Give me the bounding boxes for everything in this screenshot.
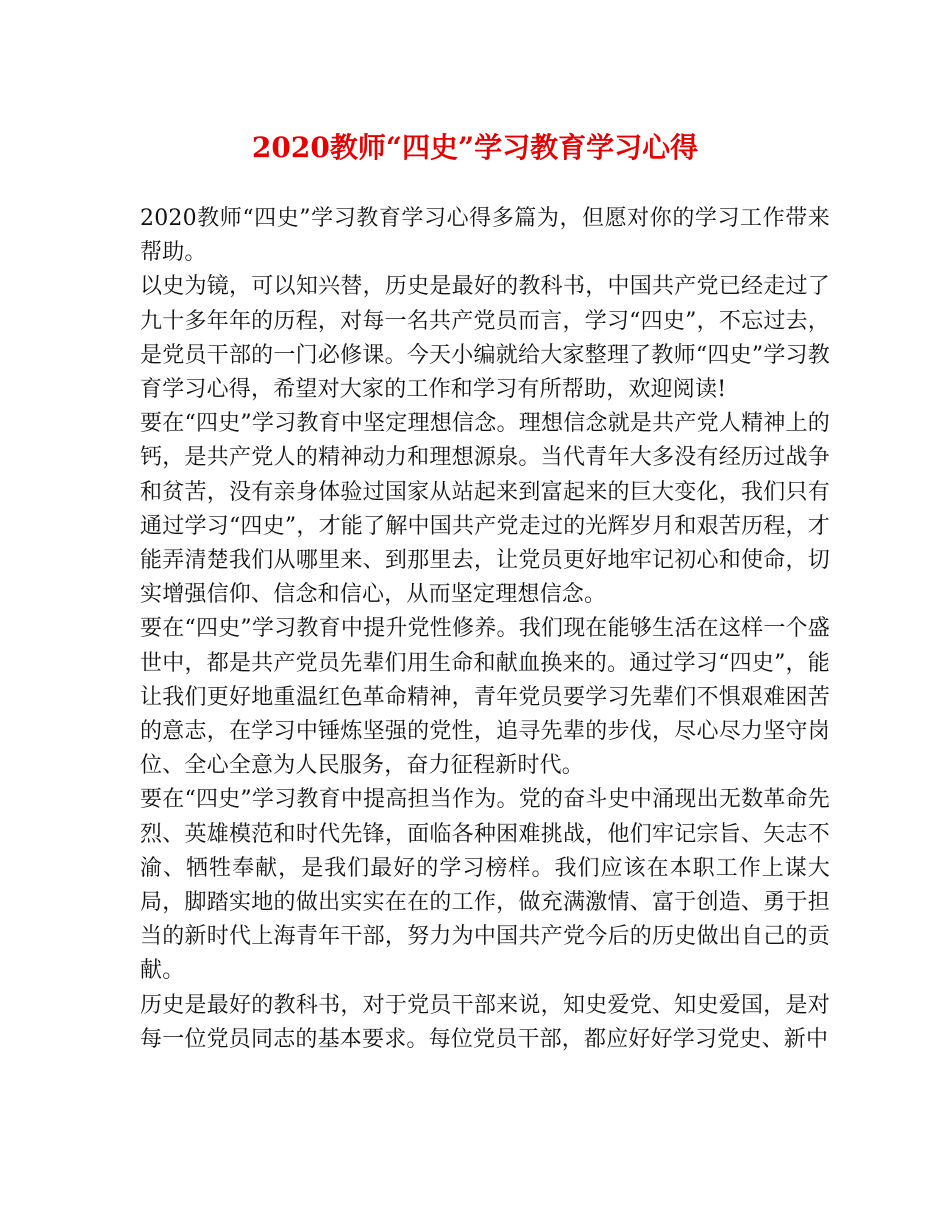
paragraph-history-textbook: 历史是最好的教科书，对于党员干部来说，知史爱党、知史爱国，是对每一位党员同志的基本要求。每位党员干部，都应好好学习党史、新中 bbox=[140, 992, 830, 1052]
paragraph-intro: 2020教师“四史”学习教育学习心得多篇为，但愿对你的学习工作带来帮助。 bbox=[140, 206, 830, 266]
paragraph-party-spirit: 要在“四史”学习教育中提升党性修养。我们现在能够生活在这样一个盛世中，都是共产党员先辈们用生命和献血换来的。通过学习“四史”，能让我们更好地重温红色革命精神，青年党员要学习先辈们不惧艰难困苦的意志，在学习中锤炼坚强的党性，追寻先辈的步伐，尽心尽力坚守岗位、全心全意为人民服务，奋力征程新时代。 bbox=[140, 616, 830, 779]
document-title: 2020教师“四史”学习教育学习心得 bbox=[251, 131, 699, 164]
paragraph-preface: 以史为镜，可以知兴替，历史是最好的教科书，中国共产党已经走过了九十多年年的历程，对每一名共产党员而言，学习“四史”，不忘过去，是党员干部的一门必修课。今天小编就给大家整理了教师“四史”学习教育学习心得，希望对大家的工作和学习有所帮助，欢迎阅读! bbox=[140, 274, 830, 403]
paragraph-responsibility: 要在“四史”学习教育中提高担当作为。党的奋斗史中涌现出无数革命先烈、英雄模范和时代先锋，面临各种困难挑战，他们牢记宗旨、矢志不渝、牺牲奉献，是我们最好的学习榜样。我们应该在本职工作上谋大局，脚踏实地的做出实实在在的工作，做充满激情、富于创造、勇于担当的新时代上海青年干部，努力为中国共产党今后的历史做出自己的贡献。 bbox=[140, 787, 830, 984]
paragraph-ideals: 要在“四史”学习教育中坚定理想信念。理想信念就是共产党人精神上的钙，是共产党人的精神动力和理想源泉。当代青年大多没有经历过战争和贫苦，没有亲身体验过国家从站起来到富起来的巨大变化，我们只有通过学习“四史”，才能了解中国共产党走过的光辉岁月和艰苦历程，才能弄清楚我们从哪里来、到那里去，让党员更好地牢记初心和使命，切实增强信仰、信念和信心，从而坚定理想信念。 bbox=[140, 411, 830, 608]
document-body bbox=[140, 202, 830, 1057]
